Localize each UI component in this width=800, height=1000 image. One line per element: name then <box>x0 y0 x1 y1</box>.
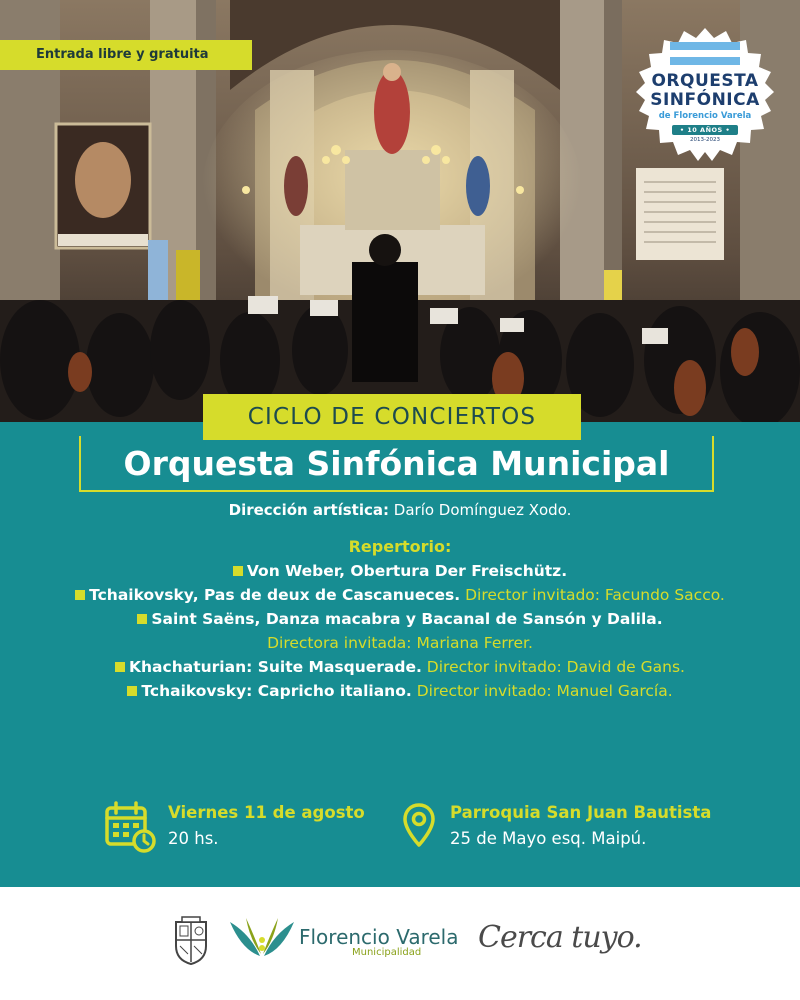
slogan: Cerca tuyo. <box>478 920 642 955</box>
event-place: Parroquia San Juan Bautista <box>450 803 712 822</box>
bullet-square-icon <box>115 662 125 672</box>
seal-ribbon: • 10 AÑOS • <box>672 125 738 135</box>
artistic-direction <box>0 498 800 522</box>
repertoire-guest: Directora invitada: Mariana Ferrer. <box>267 634 533 652</box>
repertoire-work: Khachaturian: Suite Masquerade. <box>129 658 422 676</box>
event-time: 20 hs. <box>168 829 219 848</box>
repertoire-guest: Director invitado: Facundo Sacco. <box>460 586 725 604</box>
cycle-label: CICLO DE CONCIERTOS <box>203 394 581 440</box>
repertoire-guest: Director invitado: Manuel García. <box>411 682 673 700</box>
bullet-square-icon <box>233 566 243 576</box>
orchestra-anniversary-seal <box>626 14 784 172</box>
repertoire-item <box>0 655 800 679</box>
seal-subtitle: de Florencio Varela <box>658 111 752 121</box>
calendar-clock-icon <box>104 800 156 854</box>
repertoire-item <box>0 607 800 631</box>
bullet-square-icon <box>75 590 85 600</box>
repertoire-work: Tchaikovsky, Pas de deux de Cascanueces. <box>89 586 461 604</box>
event-date-block <box>168 800 365 856</box>
florencio-varela-logo-icon <box>228 916 296 960</box>
repertoire-title: Repertorio: <box>348 537 452 556</box>
free-entry-badge: Entrada libre y gratuita <box>0 40 252 70</box>
seal-years: 2013-2023 <box>690 137 720 143</box>
director-name: Darío Domínguez Xodo. <box>389 501 572 519</box>
repertoire-item <box>0 583 800 607</box>
seal-title-line2: SINFÓNICA <box>650 90 760 110</box>
repertoire-work: Tchaikovsky: Capricho italiano. <box>141 682 412 700</box>
location-pin-icon <box>402 802 436 848</box>
repertoire-item <box>0 559 800 583</box>
bullet-square-icon <box>137 614 147 624</box>
page-title: Orquesta Sinfónica Municipal <box>123 444 670 483</box>
seal-title-line1: ORQUESTA <box>651 71 759 91</box>
brand-name: Florencio Varela <box>299 925 459 949</box>
repertoire-work: Von Weber, Obertura Der Freischütz. <box>246 562 568 580</box>
event-location-block <box>450 800 711 856</box>
event-date: Viernes 11 de agosto <box>168 803 365 822</box>
direction-label: Dirección artística: <box>228 501 390 519</box>
repertoire-guest-line <box>0 631 800 655</box>
brand-subtitle: Municipalidad <box>352 947 422 958</box>
repertoire-item <box>0 679 800 703</box>
bullet-square-icon <box>127 686 137 696</box>
municipal-shield-icon <box>172 916 210 966</box>
repertoire-guest: Director invitado: David de Gans. <box>421 658 685 676</box>
repertoire-work: Saint Saëns, Danza macabra y Bacanal de Sansón y Dalila. <box>151 610 663 628</box>
event-address: 25 de Mayo esq. Maipú. <box>450 829 647 848</box>
